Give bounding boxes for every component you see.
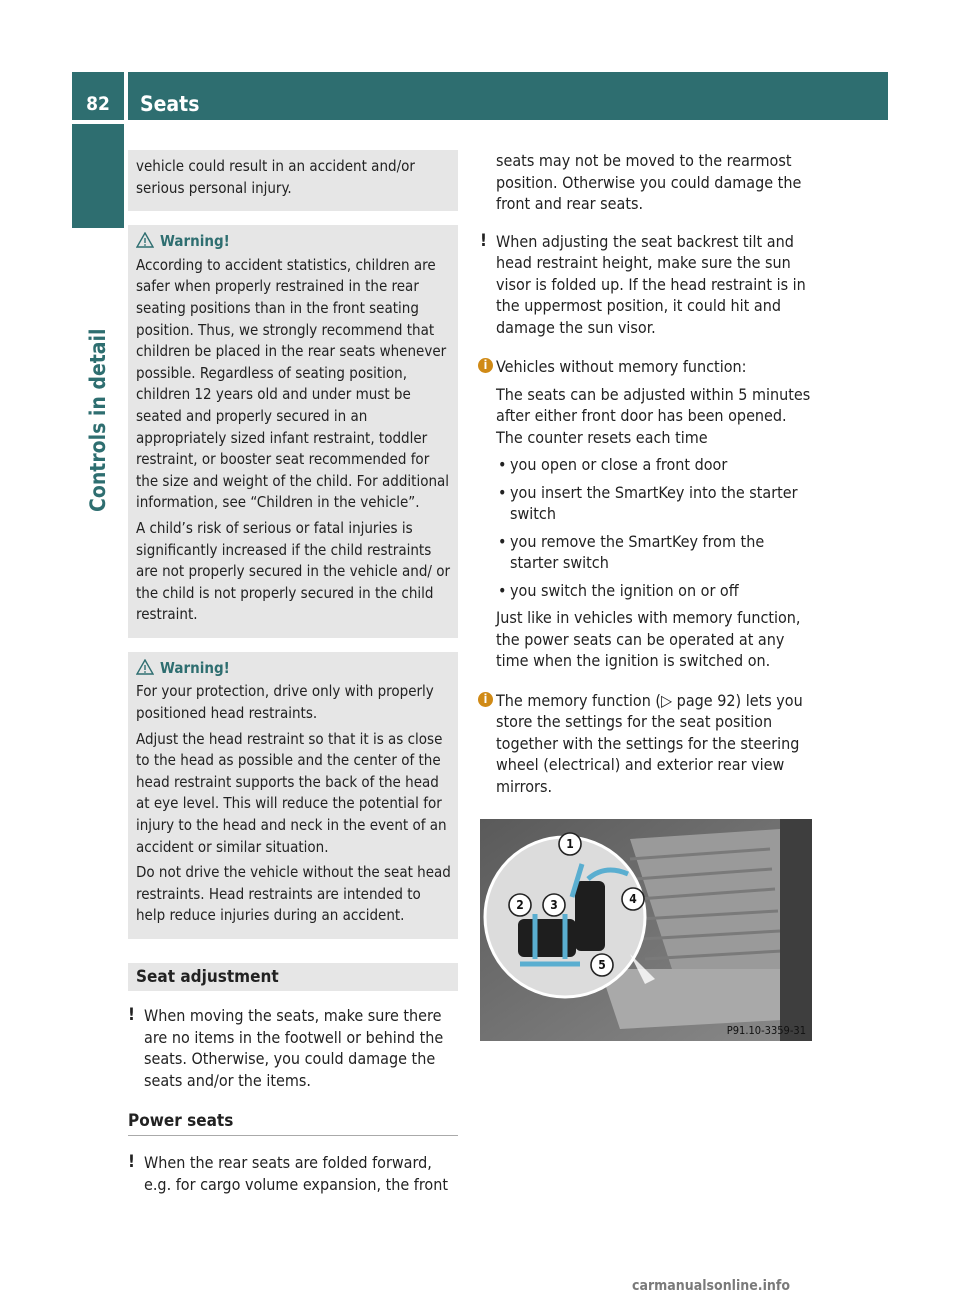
- page-title: Seats: [128, 72, 888, 120]
- list-item-text: you insert the SmartKey into the starter switch: [510, 482, 798, 523]
- bullet-icon: •: [498, 455, 507, 474]
- list-item: [496, 482, 812, 525]
- warning-triangle-icon: [136, 659, 154, 675]
- bullet-icon: •: [498, 482, 507, 502]
- info-item: [480, 356, 812, 672]
- warning-paragraph: According to accident statistics, children are safer when properly restrained in the rear seating positions than in the front seating position. Thus, we strongly recommend that children be placed in the rear seats whenever possible. Regardless of seating position, children 12 years old and under must be seated and properly secured in an appropriately sized infant restraint, toddler restraint, or booster seat recommended for the size and weight of the child. For additional information, see “Children in the vehicle”.: [136, 255, 450, 512]
- warning-heading: [136, 231, 452, 253]
- right-column: [480, 150, 812, 1041]
- note-text: When moving the seats, make sure there are no items in the footwell or behind the seats. Otherwise, you could damage the seats and/or the items.: [144, 1006, 444, 1090]
- seat-illustration: [480, 819, 812, 1041]
- bullet-icon: •: [498, 531, 507, 551]
- sidebar-section-label: Controls in detail: [86, 328, 110, 512]
- warning-paragraph: Adjust the head restraint so that it is as close to the head as possible and the center of the head restraint supports the back of the head at eye level. This will reduce the potential for injury to the head and neck in the event of an accident or similar situation.: [136, 729, 447, 856]
- note-icon: !: [128, 1005, 135, 1025]
- warning-paragraph: A child’s risk of serious or fatal injuries is significantly increased if the child restraints are not properly secured in the vehicle and/ or the child is not properly secured in the child restraint.: [136, 518, 451, 624]
- info-paragraph: The seats can be adjusted within 5 minutes after either front door has been opened. The counter resets each time: [496, 384, 811, 447]
- warning-title: Warning!: [160, 232, 230, 251]
- info-item: [480, 690, 812, 798]
- warning-title: Warning!: [160, 658, 230, 677]
- info-text: The memory function (▷ page 92) lets you store the settings for the seat position together with the settings for the steering wheel (electrical) and exterior rear view mirrors.: [496, 690, 803, 796]
- info-icon: i: [478, 358, 493, 373]
- warning-continuation-box: [128, 150, 458, 211]
- callout-label-1: 1: [566, 837, 574, 851]
- note-icon: !: [128, 1152, 135, 1172]
- note-continuation: seats may not be moved to the rearmost position. Otherwise you could damage the front and rear seats.: [496, 151, 802, 213]
- left-column: [128, 150, 458, 1213]
- note-text: When the rear seats are folded forward, e.g. for cargo volume expansion, the front: [144, 1153, 448, 1194]
- bullet-icon: •: [498, 580, 507, 600]
- warning-heading: [136, 658, 452, 680]
- list-item-text: you remove the SmartKey from the starter switch: [510, 531, 765, 572]
- note-item: [128, 1005, 458, 1091]
- callout-label-5: 5: [598, 958, 606, 972]
- info-paragraph: Just like in vehicles with memory function, the power seats can be operated at any time when the ignition is switched on.: [496, 608, 801, 670]
- callout-label-2: 2: [516, 898, 524, 912]
- note-item: [480, 231, 812, 339]
- list-item: [496, 531, 812, 574]
- note-icon: !: [480, 230, 487, 251]
- list-item-text: you switch the ignition on or off: [510, 580, 739, 600]
- list-item: [496, 454, 812, 476]
- warning-triangle-icon: [136, 232, 154, 248]
- warning-paragraph: For your protection, drive only with properly positioned head restraints.: [136, 682, 434, 723]
- seat-controls-figure: [480, 819, 812, 1041]
- figure-reference-code: P91.10-3359-31: [726, 1024, 806, 1037]
- callout-label-4: 4: [629, 892, 637, 906]
- page-number: 82: [72, 72, 124, 120]
- note-text: When adjusting the seat backrest tilt and head restraint height, make sure the sun visor is folded up. If the head restraint is in the uppermost position, it could hit and damage the sun visor.: [496, 231, 806, 337]
- warning-box-head-restraints: [128, 652, 458, 939]
- info-title: Vehicles without memory function:: [496, 357, 747, 376]
- list-item: [496, 580, 812, 602]
- callout-label-3: 3: [550, 898, 558, 912]
- watermark: carmanualsonline.info: [632, 1278, 791, 1294]
- list-item-text: you open or close a front door: [510, 455, 728, 474]
- subsection-heading: Power seats: [128, 1111, 458, 1136]
- warning-continuation-text: vehicle could result in an accident and/or serious personal injury.: [136, 157, 415, 197]
- note-item: [128, 1152, 458, 1195]
- section-heading: Seat adjustment: [128, 963, 458, 991]
- warning-box-children: [128, 225, 458, 638]
- warning-paragraph: Do not drive the vehicle without the seat head restraints. Head restraints are intended to help reduce injuries during an accident.: [136, 863, 451, 925]
- info-icon: i: [478, 692, 493, 707]
